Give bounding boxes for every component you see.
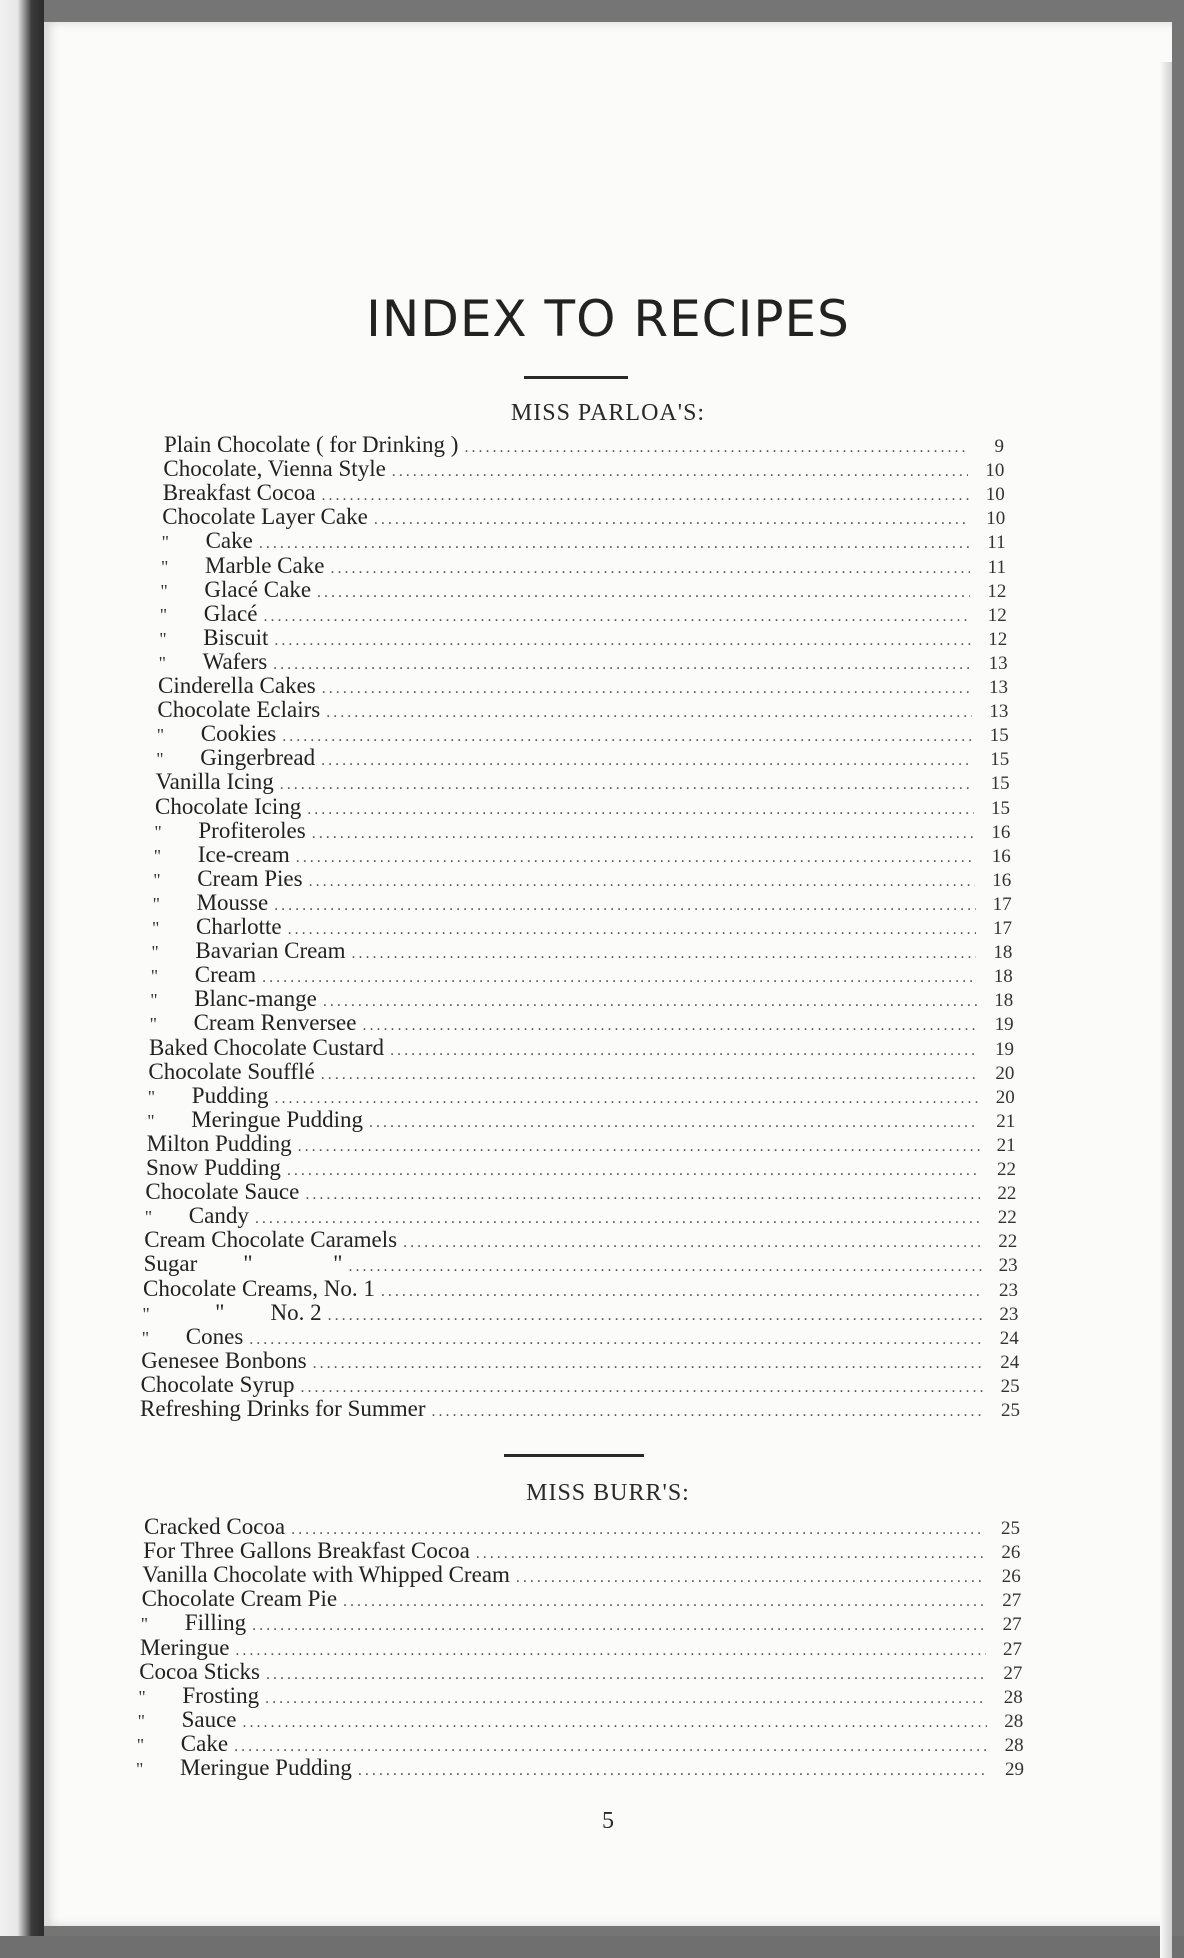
recipe-name: " No. 2 [186, 1299, 322, 1325]
index-entry [163, 480, 1005, 506]
index-entry [136, 1755, 1024, 1781]
index-entry [148, 1083, 1015, 1109]
index-entry [145, 1179, 1016, 1205]
page-ref: 29 [1005, 1759, 1024, 1780]
page-ref: 20 [995, 1086, 1015, 1108]
page-ref: 15 [990, 773, 1010, 795]
recipe-name: Plain Chocolate ( for Drinking ) [164, 432, 459, 457]
recipe-name: Refreshing Drinks for Summer [140, 1396, 426, 1421]
index-entry [141, 1348, 1019, 1374]
recipe-name: Marble Cake [205, 552, 325, 578]
ditto-mark: " [159, 628, 167, 649]
index-entry [162, 504, 1005, 530]
recipe-name: Chocolate Icing [155, 793, 302, 819]
recipe-name: Cake [180, 1730, 229, 1756]
page-ref: 19 [994, 1014, 1014, 1036]
index-entry [140, 1635, 1022, 1661]
page-ref: 17 [993, 918, 1012, 939]
recipe-name: Filling [184, 1610, 247, 1636]
page-ref: 11 [987, 532, 1006, 554]
recipe-name: Charlotte [196, 914, 282, 939]
recipe-name: Glacé [203, 600, 258, 626]
page-ref: 21 [996, 1134, 1016, 1156]
recipe-name: Frosting [182, 1682, 260, 1708]
index-entry [150, 986, 1013, 1012]
recipe-name: Profiteroles [198, 817, 306, 843]
page-ref: 10 [985, 484, 1005, 506]
index-entry [153, 866, 1011, 892]
index-entry [159, 625, 1007, 651]
page-ref: 18 [994, 990, 1014, 1012]
index-entry [162, 528, 1006, 554]
recipe-name: Chocolate Cream Pie [141, 1586, 338, 1612]
ditto-mark: " [137, 1710, 145, 1731]
index-entry [160, 601, 1007, 627]
recipe-name: Cream Chocolate Caramels [144, 1227, 398, 1253]
page-ref: 12 [988, 628, 1008, 650]
page-ref: 22 [997, 1207, 1017, 1229]
page-ref: 25 [1000, 1375, 1020, 1397]
recipe-name: Vanilla Chocolate with Whipped Cream [142, 1562, 510, 1588]
ditto-mark: " [150, 966, 159, 987]
page-ref: 27 [1002, 1614, 1022, 1636]
recipe-name: Wafers [202, 648, 268, 674]
recipe-name: Baked Chocolate Custard [149, 1034, 385, 1060]
recipe-name: Chocolate Syrup [140, 1371, 295, 1397]
recipe-name: Chocolate, Vienna Style [163, 456, 386, 482]
index-entry [142, 1562, 1020, 1588]
ditto-mark: " [147, 1110, 155, 1131]
dot-leader [358, 1758, 988, 1784]
index-entry [144, 1227, 1017, 1253]
index-entry [154, 842, 1011, 868]
page-ref: 19 [995, 1038, 1014, 1060]
ditto-mark: " [161, 532, 169, 553]
index-entry [145, 1203, 1017, 1229]
page-ref: 18 [993, 942, 1013, 964]
ditto-mark: " [152, 893, 160, 914]
index-entry [151, 938, 1012, 964]
index-entry [149, 1035, 1014, 1061]
page-ref: 27 [1003, 1638, 1022, 1660]
section-heading-burr: MISS BURR'S: [526, 1480, 690, 1506]
index-entry [143, 1276, 1018, 1302]
page-ref: 25 [1001, 1400, 1020, 1421]
index-entry [138, 1683, 1022, 1709]
index-entry [142, 1586, 1022, 1612]
index-entry [163, 456, 1004, 482]
page-number: 5 [602, 1808, 614, 1834]
page-ref: 28 [1004, 1734, 1024, 1756]
recipe-name: Pudding [191, 1082, 269, 1108]
index-entry [164, 432, 1004, 458]
recipe-name: Meringue [140, 1634, 230, 1660]
recipe-name: Chocolate Layer Cake [162, 504, 368, 530]
page-ref: 27 [1003, 1662, 1023, 1684]
page-ref: 13 [989, 677, 1008, 698]
page-ref: 26 [1001, 1566, 1021, 1588]
index-entry [140, 1396, 1020, 1422]
page-ref: 13 [989, 701, 1009, 723]
page-ref: 27 [1002, 1590, 1022, 1612]
page-ref: 28 [1004, 1710, 1024, 1732]
ditto-mark: " [150, 990, 158, 1011]
page-ref: 17 [992, 893, 1012, 915]
index-entry [148, 1059, 1014, 1085]
ditto-mark: " [153, 869, 161, 890]
ditto-mark: " [158, 652, 166, 673]
recipe-name: Cinderella Cakes [158, 673, 316, 698]
section-heading-parloa: MISS PARLOA'S: [510, 400, 706, 426]
index-entry [160, 577, 1006, 603]
ditto-mark: " [156, 749, 164, 770]
page-ref: 24 [1000, 1351, 1020, 1373]
page-ref: 13 [988, 652, 1008, 674]
page-ref: 22 [997, 1183, 1017, 1205]
recipe-name: Cookies [200, 721, 277, 747]
ditto-mark: " [151, 942, 159, 963]
ditto-mark: " [160, 580, 168, 601]
index-entry [144, 1251, 1018, 1277]
index-entry [141, 1372, 1020, 1398]
ditto-mark: " [153, 845, 162, 866]
index-entry [138, 1707, 1024, 1733]
index-entry [142, 1300, 1018, 1326]
index-entry [146, 1155, 1016, 1181]
recipe-name: For Three Gallons Breakfast Cocoa [143, 1538, 470, 1564]
recipe-name: Chocolate Creams, No. 1 [143, 1275, 375, 1301]
page-ref: 25 [1001, 1518, 1020, 1539]
index-entry [155, 794, 1010, 820]
page-ref: 20 [995, 1062, 1015, 1084]
index-entry [147, 1107, 1015, 1133]
page-ref: 12 [987, 580, 1007, 602]
page-ref: 10 [986, 508, 1006, 530]
recipe-name: Mousse [196, 889, 269, 915]
page-ref: 28 [1003, 1686, 1023, 1708]
index-entry [159, 649, 1008, 675]
page-ref: 23 [999, 1303, 1019, 1325]
recipe-name: Candy [188, 1203, 249, 1229]
page-ref: 15 [990, 749, 1010, 771]
page-ref: 10 [985, 460, 1005, 482]
recipe-name: Cream Pies [197, 865, 303, 891]
ditto-mark: " [138, 1686, 146, 1707]
recipe-name: Meringue Pudding [180, 1755, 352, 1780]
recipe-name: Cocoa Sticks [139, 1658, 260, 1684]
index-entry [158, 673, 1008, 699]
index-entry [151, 962, 1013, 988]
index-entry [161, 553, 1006, 579]
recipe-name: Chocolate Sauce [145, 1179, 300, 1205]
recipe-name: Cones [185, 1323, 244, 1349]
index-entry [143, 1538, 1020, 1564]
ditto-mark: " [142, 1303, 150, 1324]
page-ref: 15 [989, 725, 1009, 747]
index-entry [154, 818, 1010, 844]
recipe-name: Sugar " " [143, 1251, 343, 1277]
recipe-name: Milton Pudding [146, 1130, 292, 1156]
index-entry [139, 1659, 1022, 1685]
recipe-name: Blanc-mange [194, 986, 317, 1012]
page-ref: 16 [992, 869, 1012, 891]
recipe-index-list [44, 22, 1172, 1926]
index-entry [147, 1131, 1016, 1157]
recipe-name: Glacé Cake [204, 576, 312, 602]
ditto-mark: " [140, 1614, 149, 1635]
index-entry [156, 769, 1010, 795]
ditto-mark: " [141, 1327, 150, 1348]
index-entry [141, 1610, 1022, 1636]
page-ref: 16 [991, 845, 1011, 867]
page-ref: 23 [998, 1255, 1018, 1277]
recipe-name: Cream Renversee [193, 1010, 357, 1036]
index-entry [152, 914, 1012, 940]
recipe-name: Vanilla Icing [155, 769, 274, 795]
recipe-name: Cream [194, 962, 257, 988]
recipe-name: Chocolate Soufflé [148, 1058, 315, 1084]
ditto-mark: " [144, 1207, 153, 1228]
page-ref: 15 [991, 797, 1010, 819]
ditto-mark: " [154, 821, 162, 842]
ditto-mark: " [159, 604, 168, 625]
recipe-name: Breakfast Cocoa [162, 480, 316, 506]
recipe-name: Bavarian Cream [195, 938, 346, 964]
recipe-name: Sauce [181, 1706, 237, 1732]
page-ref: 9 [994, 436, 1004, 457]
page-ref: 23 [999, 1279, 1018, 1301]
index-entry [150, 1010, 1014, 1036]
ditto-mark: " [136, 1734, 145, 1755]
ditto-mark: " [149, 1014, 157, 1035]
recipe-name: Gingerbread [200, 745, 316, 771]
ditto-mark: " [136, 1759, 144, 1779]
index-entry [156, 745, 1009, 771]
page-ref: 11 [987, 556, 1006, 578]
ditto-mark: " [147, 1086, 156, 1107]
recipe-name: Cake [205, 528, 253, 554]
ditto-mark: " [152, 918, 160, 938]
ditto-mark: " [161, 556, 169, 577]
recipe-name: Meringue Pudding [191, 1106, 364, 1132]
page-ref: 22 [997, 1159, 1016, 1180]
recipe-name: Biscuit [203, 624, 269, 650]
page-ref: 24 [999, 1327, 1019, 1349]
recipe-name: Snow Pudding [146, 1155, 281, 1180]
recipe-name: Chocolate Eclairs [157, 697, 321, 723]
page-ref: 12 [987, 604, 1007, 626]
book-binding [0, 0, 44, 1936]
index-entry [137, 1731, 1024, 1757]
page-ref: 16 [991, 821, 1011, 843]
index-entry [157, 721, 1009, 747]
page-ref: 18 [993, 966, 1013, 988]
page-title: INDEX TO RECIPES [366, 290, 850, 348]
recipe-name: Ice-cream [197, 841, 290, 867]
page-ref: 22 [998, 1231, 1018, 1253]
index-entry [157, 697, 1008, 723]
page-ref: 21 [996, 1110, 1016, 1132]
dot-leader [432, 1399, 984, 1425]
page-sheet [44, 22, 1172, 1926]
index-entry [153, 890, 1012, 916]
index-entry [144, 1514, 1020, 1540]
ditto-mark: " [156, 725, 165, 746]
index-entry [142, 1324, 1019, 1350]
page-ref: 26 [1001, 1542, 1021, 1564]
recipe-name: Genesee Bonbons [141, 1347, 307, 1373]
recipe-name: Cracked Cocoa [144, 1514, 286, 1539]
